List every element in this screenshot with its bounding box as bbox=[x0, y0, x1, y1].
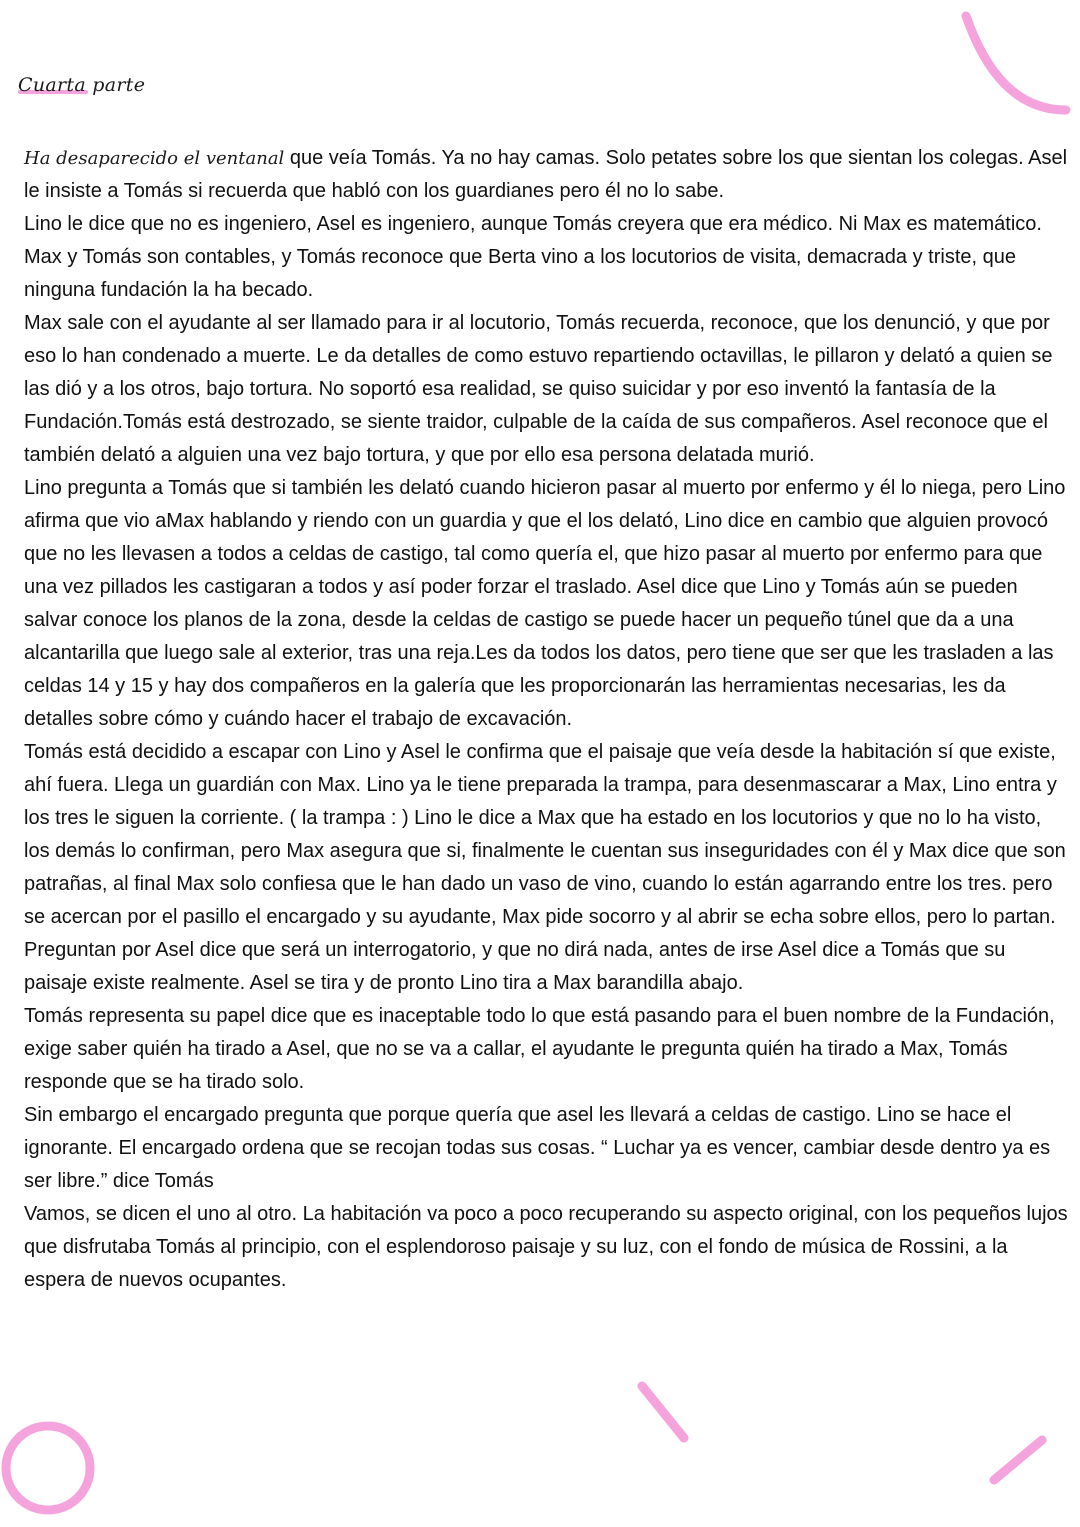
body-text bbox=[24, 142, 1068, 1297]
paragraph-5: Tomás está decidido a escapar con Lino y Asel le confirma que el paisaje que veía desde la habitación sí que existe, ahí fuera. Llega un guardián con Max. Lino ya le tiene preparada la trampa, para desenmascarar a Max, Lino entra y los tres le siguen la corriente. ( la trampa : ) Lino le dice a Max que ha estado en los locutorios y que no lo ha visto, los demás lo confirman, pero Max asegura que si, finalmente le cuentan sus inseguridades con él y Max dice que son patrañas, al final Max solo confiesa que le han dado un vaso de vino, cuando lo están agarrando entre los tres. pero se acercan por el pasillo el encargado y su ayudante, Max pide socorro y al abrir se echa sobre ellos, pero lo partan. Preguntan por Asel dice que será un interrogatorio, y que no dirá nada, antes de irse Asel dice a Tomás que su paisaje existe realmente. Asel se tira y de pronto Lino tira a Max barandilla abajo. bbox=[24, 741, 1066, 994]
slash-decoration-center bbox=[642, 1386, 684, 1438]
paragraph-1 bbox=[24, 142, 1068, 208]
paragraph-3: Max sale con el ayudante al ser llamado para ir al locutorio, Tomás recuerda, reconoce, que los denunció, y que por eso lo han condenado a muerte. Le da detalles de como estuvo repartiendo octavillas, le pillaron y delató a quien se las dió y a los otros, bajo tortura. No soportó esa realidad, se quiso suicidar y por eso inventó la fantasía de la Fundación.Tomás está destrozado, se siente traidor, culpable de la caída de sus compañeros. Asel reconoce que el también delató a alguien una vez bajo tortura, y que por ello esa persona delatada murió. bbox=[24, 312, 1053, 466]
slash-decoration-right bbox=[994, 1440, 1042, 1480]
title-block bbox=[18, 74, 145, 96]
paragraph-lead: Ha desaparecido el ventanal bbox=[24, 148, 285, 169]
circle-decoration bbox=[6, 1426, 90, 1510]
corner-curve-decoration bbox=[966, 16, 1066, 110]
paragraph-6: Tomás representa su papel dice que es inaceptable todo lo que está pasando para el buen nombre de la Fundación, exige saber quién ha tirado a Asel, que no se va a callar, el ayudante le pregunta quién ha tirado a Max, Tomás responde que se ha tirado solo. bbox=[24, 1005, 1055, 1093]
paragraph-2: Lino le dice que no es ingeniero, Asel es ingeniero, aunque Tomás creyera que era médico. Ni Max es matemático. Max y Tomás son contables, y Tomás reconoce que Berta vino a los locutorios de visita, demacrada y triste, que ninguna fundación la ha becado. bbox=[24, 213, 1042, 301]
page-title: Cuarta parte bbox=[18, 74, 146, 96]
paragraph-7: Sin embargo el encargado pregunta que porque quería que asel les llevará a celdas de castigo. Lino se hace el ignorante. El encargado ordena que se recojan todas sus cosas. “ Luchar ya es vencer, cambiar desde dentro ya es ser libre.” dice Tomás bbox=[24, 1104, 1051, 1192]
paragraph-8: Vamos, se dicen el uno al otro. La habitación va poco a poco recuperando su aspecto original, con los pequeños lujos que disfrutaba Tomás al principio, con el esplendoroso paisaje y su luz, con el fondo de música de Rossini, a la espera de nuevos ocupantes. bbox=[24, 1203, 1068, 1291]
paragraph-text: que veía Tomás. Ya no hay camas. Solo petates sobre los que sientan los colegas. Asel le insiste a Tomás si recuerda que habló con los guardianes pero él no lo sabe. bbox=[24, 147, 1068, 202]
paragraph-4: Lino pregunta a Tomás que si también les delató cuando hicieron pasar al muerto por enfermo y él lo niega, pero Lino afirma que vio aMax hablando y riendo con un guardia y que el los delató, Lino dice en cambio que alguien provocó que no les llevasen a todos a celdas de castigo, tal como quería el, que hizo pasar al muerto por enfermo para que una vez pillados les castigaran a todos y así poder forzar el traslado. Asel dice que Lino y Tomás aún se pueden salvar conoce los planos de la zona, desde la celdas de castigo se puede hacer un pequeño túnel que da a una alcantarilla que luego sale al exterior, tras una reja.Les da todos los datos, pero tiene que ser que les trasladen a las celdas 14 y 15 y hay dos compañeros en la galería que les proporcionarán las herramientas necesarias, les da detalles sobre cómo y cuándo hacer el trabajo de excavación. bbox=[24, 477, 1066, 730]
